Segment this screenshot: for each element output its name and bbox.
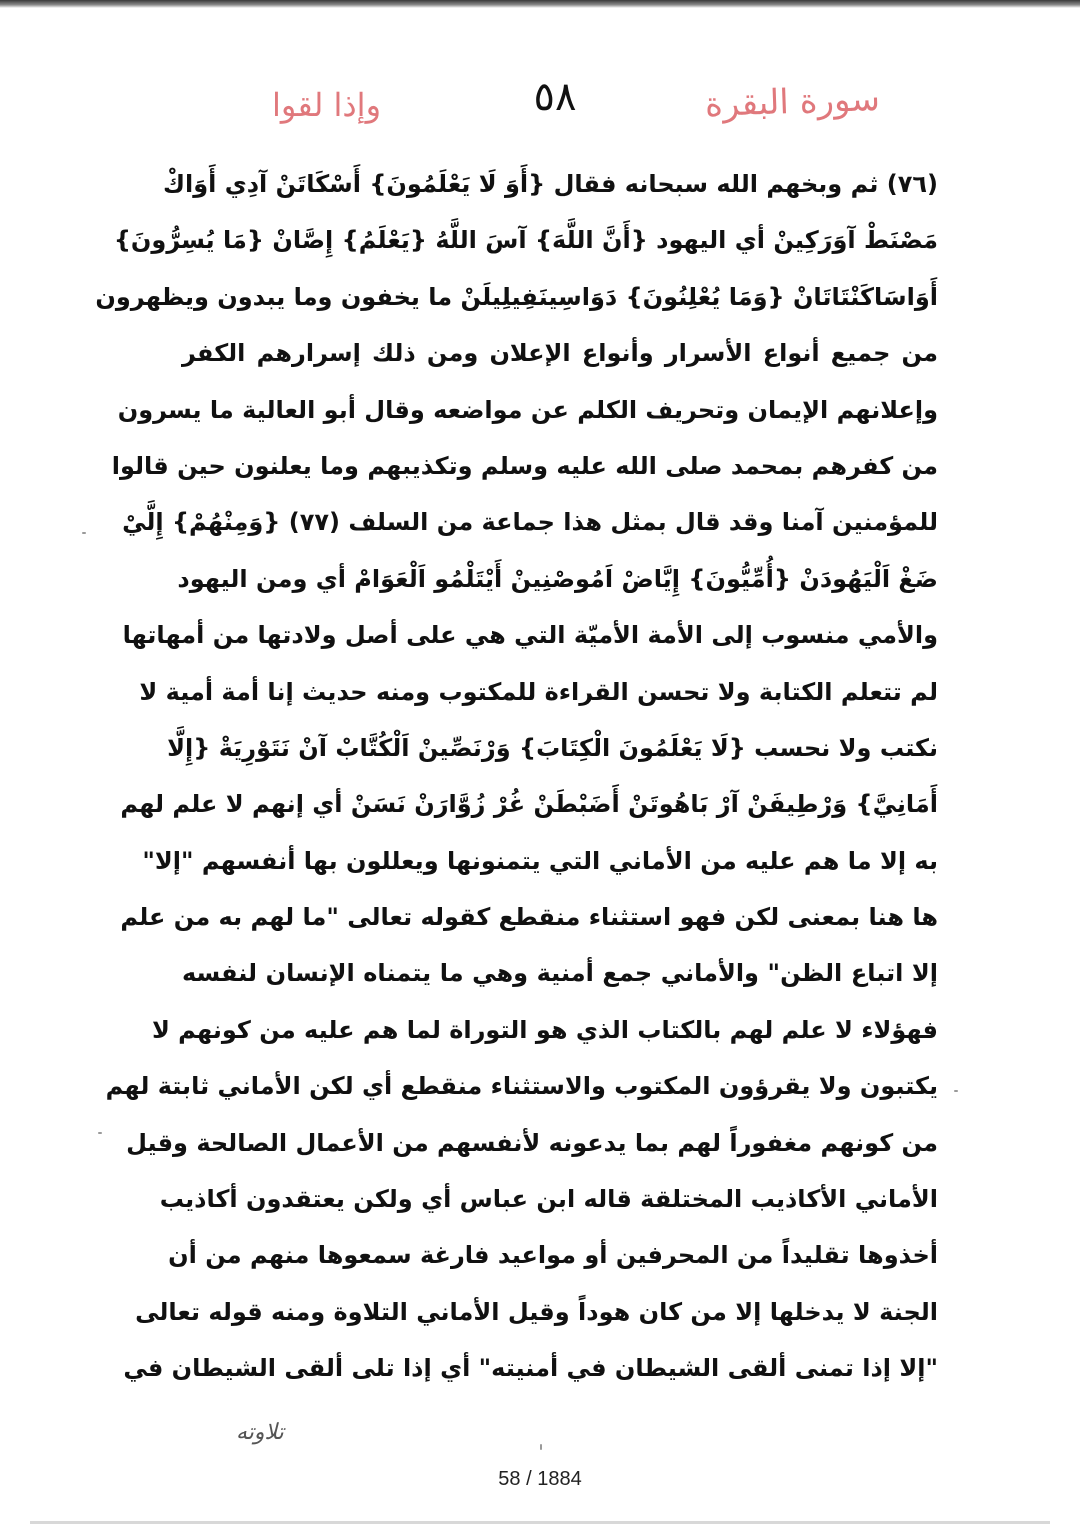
scan-speck — [82, 532, 86, 534]
text-line-7: للمؤمنين آمنا وقد قال بمثل هذا جماعة من السلف (٧٧) {وَمِنْهُمْ} إِلَّيْ — [122, 508, 938, 537]
text-line-9: والأمي منسوب إلى الأمة الأميّة التي هي على أصل ولادتها من أمهاتها — [122, 621, 938, 650]
scan-top-edge — [0, 0, 1080, 8]
text-line-13: به إلا ما هم عليه من الأماني التي يتمنونها ويعللون بها أنفسهم "إلا" — [142, 846, 938, 875]
text-line-20: أخذوها تقليداً من المحرفين أو مواعيد فارغة سمعوها منهم من أن — [168, 1241, 938, 1270]
text-line-8: ضَغْ اَلْيَهُودَنْ {أُمِّيُّونَ} إِيَّاضْ اَمُوصْنِينْ أَيْتَلْمُو اَلْعَوَامْ أي ومن اليهود — [177, 564, 938, 593]
scan-bottom-edge — [30, 1521, 1050, 1524]
text-line-1: (٧٦) ثم وبخهم الله سبحانه فقال {أَوَ لَا يَعْلَمُونَ} أَسْكَاتَنْ آدِي أَوَاكْ — [162, 170, 938, 198]
text-line-5: وإعلانهم الإيمان وتحريف الكلم عن مواضعه وقال أبو العالية ما يسرون — [117, 395, 938, 424]
text-line-12: أَمَانِيَّ} وَرْطِيفَنْ آرْ بَاهُوتَنْ أَضَبْطَنْ غُرْ زُوَّارَنْ نَسَنْ أي إنهم لا علم لهم — [120, 790, 938, 819]
text-line-19: الأماني الأكاذيب المختلقة قاله ابن عباس أي ولكن يعتقدون أكاذيب — [159, 1185, 938, 1214]
text-line-18: من كونهم مغفوراً لهم بما يدعونه لأنفسهم من الأعمال الصالحة وقيل — [126, 1128, 938, 1157]
page-number: ٥٨ — [533, 74, 577, 120]
text-line-15: إلا اتباع الظن" والأماني جمع أمنية وهي ما يتمناه الإنسان لنفسه — [182, 959, 938, 988]
page-header — [0, 70, 1080, 150]
surah-name-annotation: سورة البقرة — [704, 78, 881, 126]
page-indicator: 58 / 1884 — [498, 1468, 582, 1490]
text-line-17: يكتبون ولا يقرؤون المكتوب والاستثناء منقطع أي لكن الأماني ثابتة لهم — [105, 1072, 938, 1101]
text-line-3: أَوَاسَاكَنْتَاتَانْ {وَمَا يُعْلِنُونَ} دَوَاسِينَفِيلِيلَنْ ما يخفون وما يبدون ويظهرون — [95, 282, 938, 311]
text-line-22: "إلا إذا تمنى ألقى الشيطان في أمنيته" أي إذا تلى ألقى الشيطان في — [123, 1354, 938, 1383]
text-line-16: فهؤلاء لا علم لهم بالكتاب الذي هو التوراة لما هم عليه من كونهم لا — [151, 1015, 938, 1044]
text-line-21: الجنة لا يدخلها إلا من كان هوداً وقيل الأماني التلاوة ومنه قوله تعالى — [135, 1297, 938, 1326]
body-text — [95, 156, 938, 1406]
scan-speck — [954, 1090, 958, 1092]
juz-name-annotation: وإذا لقوا — [272, 86, 382, 124]
text-line-11: نكتب ولا نحسب {لَا يَعْلَمُونَ الْكِتَابَ} وَرْنَصِّينْ اَلْكُتَّابْ آنْ نَتَوْرِيَةْ {إِلَّا — [167, 733, 938, 762]
scan-speck — [540, 1444, 542, 1450]
text-line-4: من جميع أنواع الأسرار وأنواع الإعلان ومن ذلك إسرارهم الكفر — [182, 339, 938, 368]
text-line-6: من كفرهم بمحمد صلى الله عليه وسلم وتكذيبهم وما يعلنون حين قالوا — [111, 451, 938, 480]
catchword: تلاوته — [236, 1420, 284, 1445]
text-line-2: مَصْنَطْ آوَرَكِينْ أي اليهود {أَنَّ اللَّهَ} آسَ اللَّهُ {يَعْلَمُ} إِصَّانْ {مَا يُسِرُّونَ} — [113, 226, 938, 255]
text-line-10: لم تتعلم الكتابة ولا تحسن القراءة للمكتوب ومنه حديث إنا أمة أمية لا — [139, 677, 938, 706]
scan-speck — [98, 1132, 102, 1134]
text-line-14: ها هنا بمعنى لكن فهو استثناء منقطع كقوله تعالى "ما لهم به من علم — [120, 903, 938, 932]
